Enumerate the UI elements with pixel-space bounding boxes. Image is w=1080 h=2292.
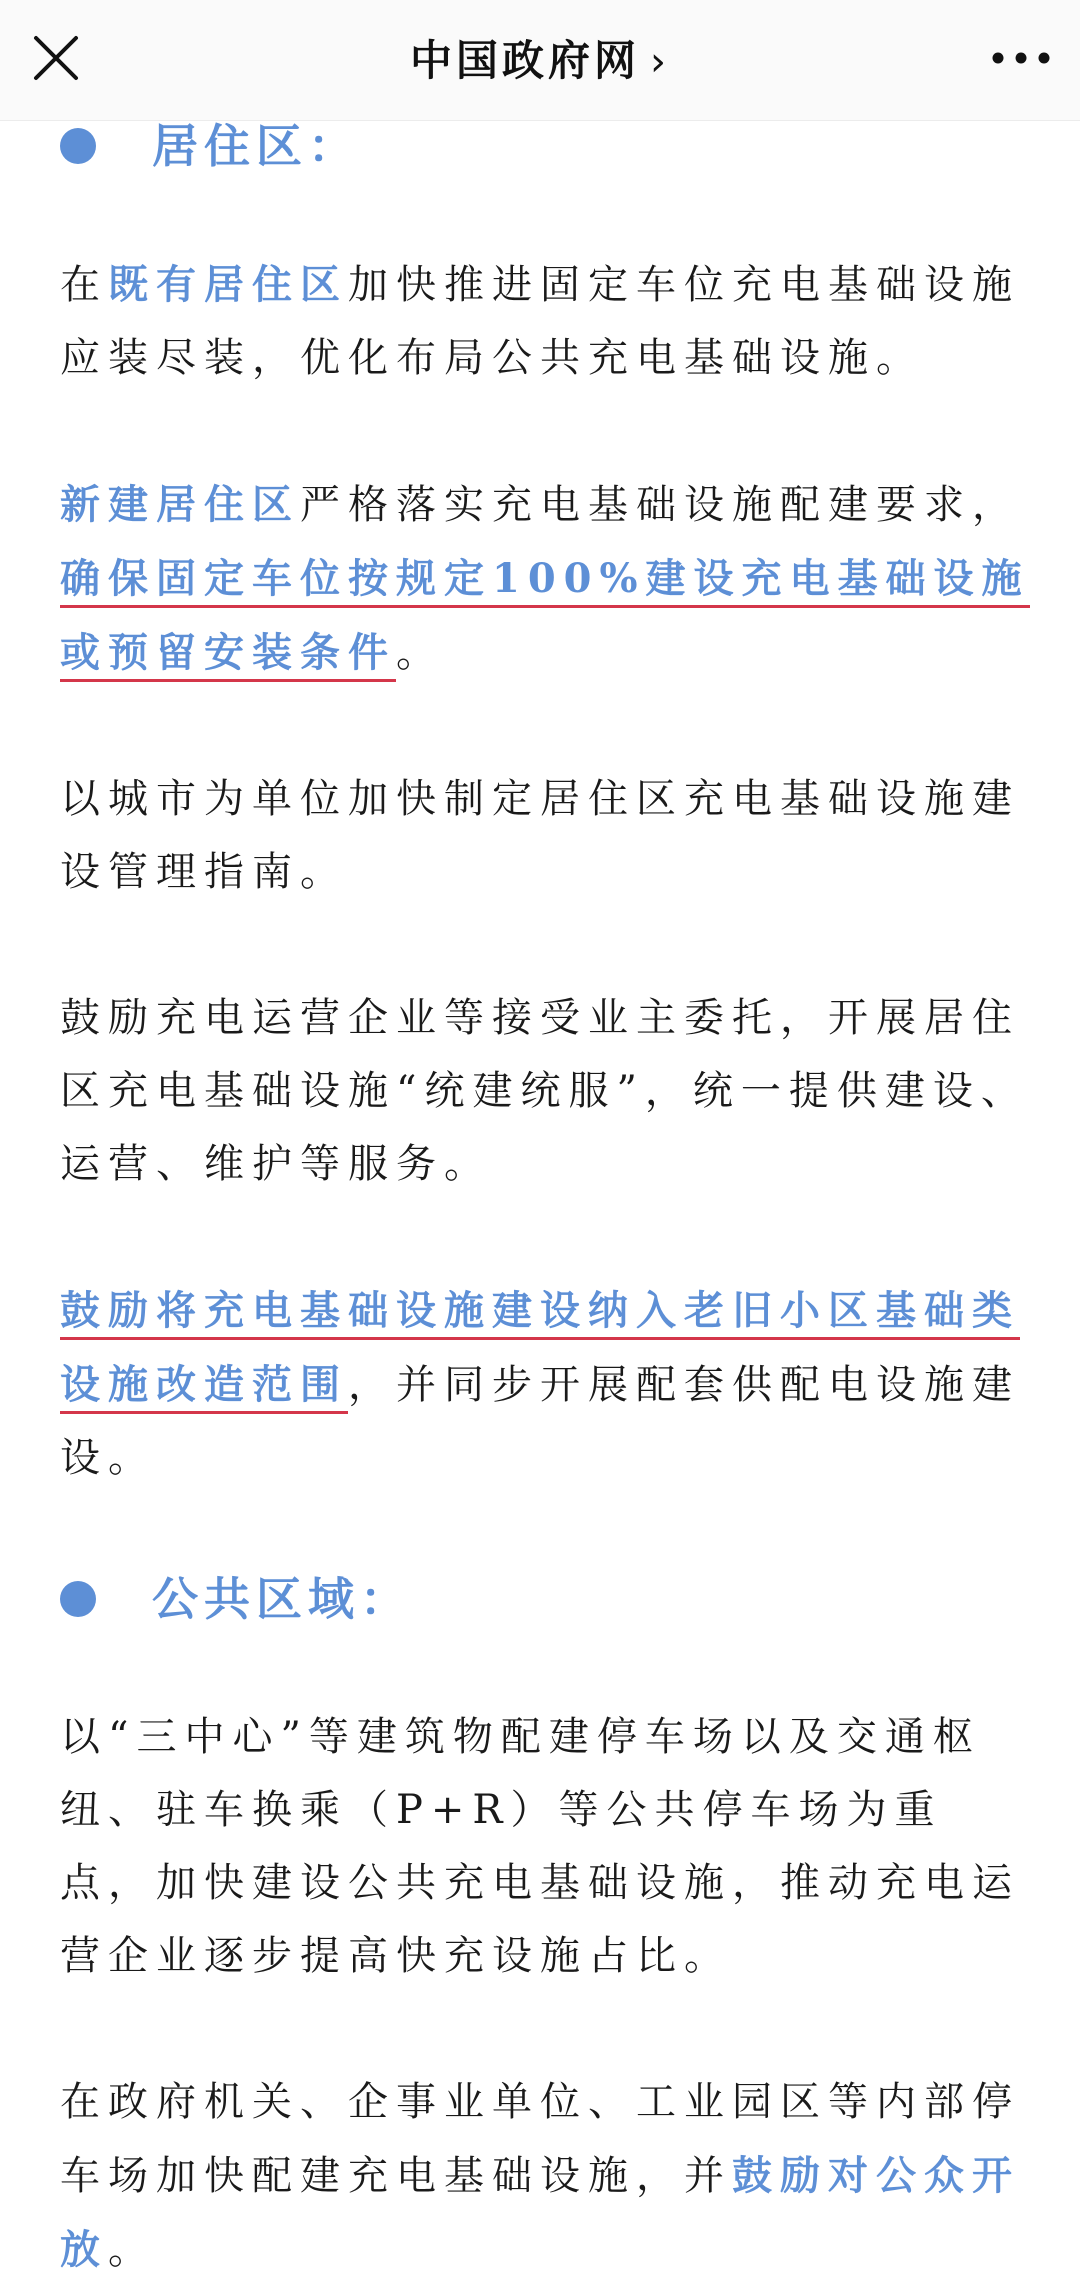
- page-title-link[interactable]: [0, 28, 1080, 88]
- paragraph: 以城市为单位加快制定居住区充电基础设施建设管理指南。: [60, 776, 1020, 895]
- highlight-text: 新建居住区: [60, 481, 300, 528]
- paragraph: 在政府机关、企事业单位、工业园区等内部停车场加快配建充电基础设施，并鼓励对公众开放。: [60, 2079, 1020, 2273]
- chevron-right-icon: ›: [650, 39, 670, 85]
- more-icon[interactable]: [990, 38, 1052, 78]
- underlined-highlight-text: 确保固定车位按规定100%建设充电基础设施或预留安装条件: [60, 555, 1030, 682]
- paragraph: 新建居住区严格落实充电基础设施配建要求，确保固定车位按规定100%建设充电基础设施或预留安装条件。: [60, 468, 1030, 690]
- paragraph: 鼓励将充电基础设施建设纳入老旧小区基础类设施改造范围，并同步开展配套供配电设施建设。: [60, 1287, 1020, 1481]
- paragraph: 在既有居住区加快推进固定车位充电基础设施应装尽装，优化布局公共充电基础设施。: [60, 261, 1020, 381]
- paragraph: 鼓励充电运营企业等接受业主委托，开展居住区充电基础设施“统建统服”，统一提供建设、运营、维护等服务。: [60, 995, 1029, 1187]
- underlined-highlight-text: 鼓励将充电基础设施建设纳入老旧小区基础类设施改造范围: [60, 1287, 1020, 1414]
- page-title: 中国政府网: [409, 36, 640, 85]
- article-body: [60, 120, 1030, 2287]
- bullet-dot-icon: [60, 128, 96, 164]
- section-heading-public-area: 公共区域：: [60, 1571, 1030, 1627]
- section-heading-residential: 居住区：: [60, 118, 1030, 174]
- highlight-text: 鼓励对公众开放: [60, 2152, 1020, 2273]
- bullet-dot-icon: [60, 1581, 96, 1617]
- highlight-text: 既有居住区: [108, 261, 348, 308]
- paragraph: 以“三中心”等建筑物配建停车场以及交通枢纽、驻车换乘（P+R）等公共停车场为重点，加快建设公共充电基础设施，推动充电运营企业逐步提高快充设施占比。: [60, 1714, 1020, 1979]
- top-nav-bar: [0, 0, 1080, 121]
